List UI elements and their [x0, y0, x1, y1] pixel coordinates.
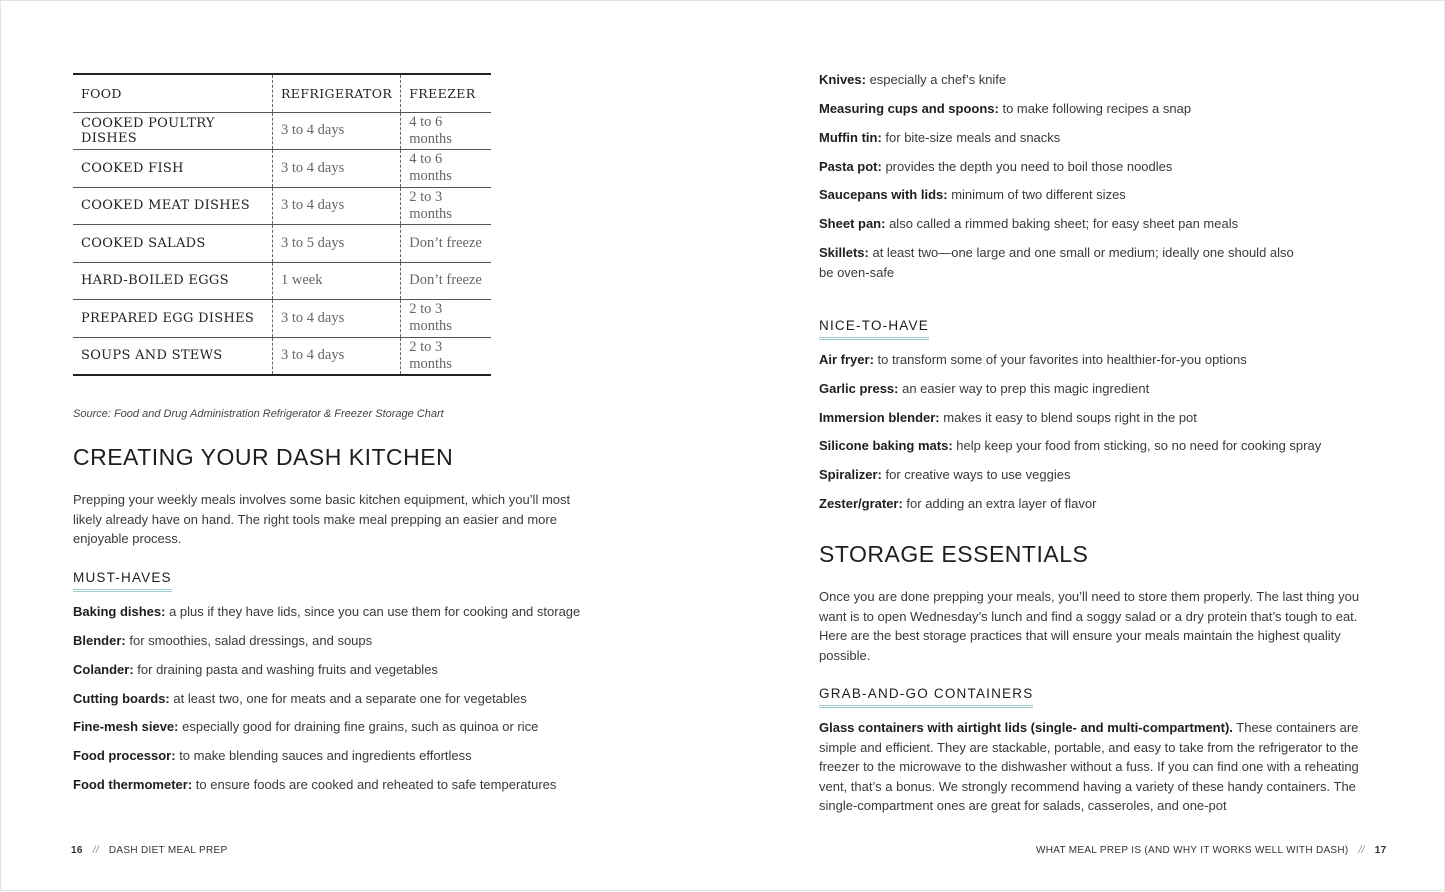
item-desc: provides the depth you need to boil those noodles — [881, 159, 1173, 174]
food-cell: SOUPS AND STEWS — [81, 348, 223, 364]
fridge-cell: 3 to 4 days — [273, 337, 401, 375]
table-row — [73, 337, 491, 375]
item-term: Sheet pan: — [819, 216, 886, 231]
fridge-cell: 3 to 5 days — [273, 225, 401, 263]
storage-intro: Once you are done prepping your meals, you’ll need to store them properly. The last thing you want is to open Wednesday’s lunch and find a soggy salad or a dry protein that’s tough to eat. Here are the best storage practices that will ensure your meals maintain the highest quality possible. — [819, 589, 1360, 663]
list-item — [819, 436, 1321, 456]
freezer-cell: 2 to 3 months — [401, 300, 491, 338]
left-footer — [71, 845, 227, 856]
kitchen-intro: Prepping your weekly meals involves some basic kitchen equipment, which you’ll most likely already have on hand. The right tools make meal prepping an easier and more enjoyable process. — [73, 492, 571, 546]
running-title: WHAT MEAL PREP IS (AND WHY IT WORKS WELL WITH DASH) — [1036, 845, 1349, 856]
list-item — [73, 660, 438, 680]
item-desc: especially good for draining fine grains, such as quinoa or rice — [178, 719, 539, 734]
item-desc: especially a chef’s knife — [865, 72, 1007, 87]
table-row — [73, 187, 491, 225]
food-cell: COOKED SALADS — [73, 225, 273, 263]
item-term: Saucepans with lids: — [819, 187, 948, 202]
running-title: DASH DIET MEAL PREP — [108, 845, 228, 856]
item-desc: at least two, one for meats and a separate one for vegetables — [169, 691, 527, 706]
item-term: Blender: — [73, 633, 126, 648]
footer-separator: // — [1358, 845, 1365, 856]
footer-separator: // — [92, 845, 99, 856]
left-page — [73, 1, 593, 892]
header-freezer: FREEZER — [401, 74, 491, 112]
item-desc: for adding an extra layer of flavor — [902, 496, 1097, 511]
item-desc: for bite-size meals and snacks — [881, 130, 1061, 145]
nice-to-have-heading: NICE-TO-HAVE — [819, 318, 929, 340]
item-term: Cutting boards: — [73, 691, 170, 706]
list-item — [73, 602, 580, 622]
list-item — [73, 717, 538, 737]
item-desc: a plus if they have lids, since you can use them for cooking and storage — [165, 604, 581, 619]
item-term: Silicone baking mats: — [819, 438, 953, 453]
list-item — [819, 157, 1172, 177]
item-term: Pasta pot: — [819, 159, 882, 174]
storage-table — [73, 73, 491, 376]
item-desc: to make blending sauces and ingredients effortless — [175, 748, 472, 763]
header-refrigerator: REFRIGERATOR — [273, 74, 401, 112]
item-desc: for creative ways to use veggies — [881, 467, 1071, 482]
food-cell: COOKED POULTRY DISHES — [73, 112, 273, 150]
list-item — [819, 185, 1126, 205]
list-item — [73, 631, 372, 651]
item-term: Air fryer: — [819, 352, 874, 367]
fridge-cell: 3 to 4 days — [273, 187, 401, 225]
item-term: Measuring cups and spoons: — [819, 101, 999, 116]
item-term: Baking dishes: — [73, 604, 166, 619]
list-item — [73, 746, 472, 766]
item-desc: for draining pasta and washing fruits and vegetables — [133, 662, 438, 677]
freezer-cell: 4 to 6 months — [401, 112, 491, 150]
table-source: Source: Food and Drug Administration Refrigerator & Freezer Storage Chart — [73, 408, 444, 420]
freezer-cell: 2 to 3 months — [401, 187, 491, 225]
item-term: Zester/grater: — [819, 496, 903, 511]
item-term: Food thermometer: — [73, 777, 193, 792]
freezer-cell: 4 to 6 months — [401, 150, 491, 188]
list-item — [819, 379, 1149, 399]
glass-containers-paragraph — [819, 718, 1364, 816]
list-item — [819, 243, 1309, 282]
table-row — [73, 150, 491, 188]
freezer-cell: Don’t freeze — [401, 262, 491, 300]
page-number: 17 — [1374, 845, 1387, 856]
item-desc: These containers are simple and efficient. They are stackable, portable, and easy to take from the refrigerator to the freezer to the microwave to the dishwasher without a fuss. If you can find one with a reheating vent, that’s a bonus. We strongly recommend having a variety of these handy containers. The single-compartment ones are great for salads, casseroles, and one-pot — [819, 720, 1359, 813]
item-term: Garlic press: — [819, 381, 899, 396]
list-item — [819, 408, 1197, 428]
item-term: Glass containers with airtight lids (single- and multi-compartment). — [819, 720, 1233, 735]
item-term: Muffin tin: — [819, 130, 882, 145]
item-desc: makes it easy to blend soups right in the pot — [939, 410, 1197, 425]
item-term: Skillets: — [819, 245, 869, 260]
table-row — [73, 300, 491, 338]
item-desc: to transform some of your favorites into healthier-for-you options — [873, 352, 1247, 367]
food-cell: COOKED FISH — [73, 150, 273, 188]
must-haves-heading: MUST-HAVES — [73, 570, 172, 592]
item-desc: help keep your food from sticking, so no need for cooking spray — [952, 438, 1322, 453]
table-row — [73, 225, 491, 263]
item-desc: minimum of two different sizes — [947, 187, 1126, 202]
list-item — [73, 775, 556, 795]
kitchen-title: CREATING YOUR DASH KITCHEN — [73, 444, 454, 470]
item-desc: also called a rimmed baking sheet; for easy sheet pan meals — [885, 216, 1239, 231]
list-item — [819, 128, 1060, 148]
item-term: Fine-mesh sieve: — [73, 719, 179, 734]
list-item — [819, 494, 1096, 514]
item-term: Knives: — [819, 72, 866, 87]
item-term: Colander: — [73, 662, 134, 677]
fridge-cell: 3 to 4 days — [273, 150, 401, 188]
item-term: Food processor: — [73, 748, 176, 763]
storage-title: STORAGE ESSENTIALS — [819, 541, 1089, 567]
item-desc: for smoothies, salad dressings, and soups — [125, 633, 373, 648]
right-footer — [1036, 845, 1386, 856]
item-desc: an easier way to prep this magic ingredient — [898, 381, 1150, 396]
item-term: Immersion blender: — [819, 410, 940, 425]
list-item — [819, 99, 1191, 119]
food-cell: HARD-BOILED EGGS — [73, 262, 273, 300]
table-row — [73, 112, 491, 150]
grab-and-go-heading: GRAB-AND-GO CONTAINERS — [819, 686, 1033, 708]
freezer-cell: 2 to 3 months — [401, 337, 491, 375]
right-page — [819, 1, 1387, 892]
list-item — [819, 465, 1070, 485]
list-item — [73, 689, 527, 709]
item-desc: at least two—one large and one small or medium; ideally one should also be oven-safe — [819, 245, 1294, 280]
fridge-cell: 3 to 4 days — [273, 112, 401, 150]
food-cell: COOKED MEAT DISHES — [73, 187, 273, 225]
list-item — [819, 70, 1006, 90]
food-cell: PREPARED EGG DISHES — [73, 300, 273, 338]
page-number: 16 — [71, 845, 83, 856]
item-desc: to make following recipes a snap — [998, 101, 1192, 116]
table-row — [73, 262, 491, 300]
item-term: Spiralizer: — [819, 467, 882, 482]
list-item — [819, 350, 1247, 370]
fridge-cell: 1 week — [273, 262, 401, 300]
freezer-cell: Don’t freeze — [401, 225, 491, 263]
fridge-cell: 3 to 4 days — [273, 300, 401, 338]
item-desc: to ensure foods are cooked and reheated to safe temperatures — [192, 777, 557, 792]
list-item — [819, 214, 1238, 234]
header-food: FOOD — [73, 74, 273, 112]
table-header-row — [73, 74, 491, 112]
